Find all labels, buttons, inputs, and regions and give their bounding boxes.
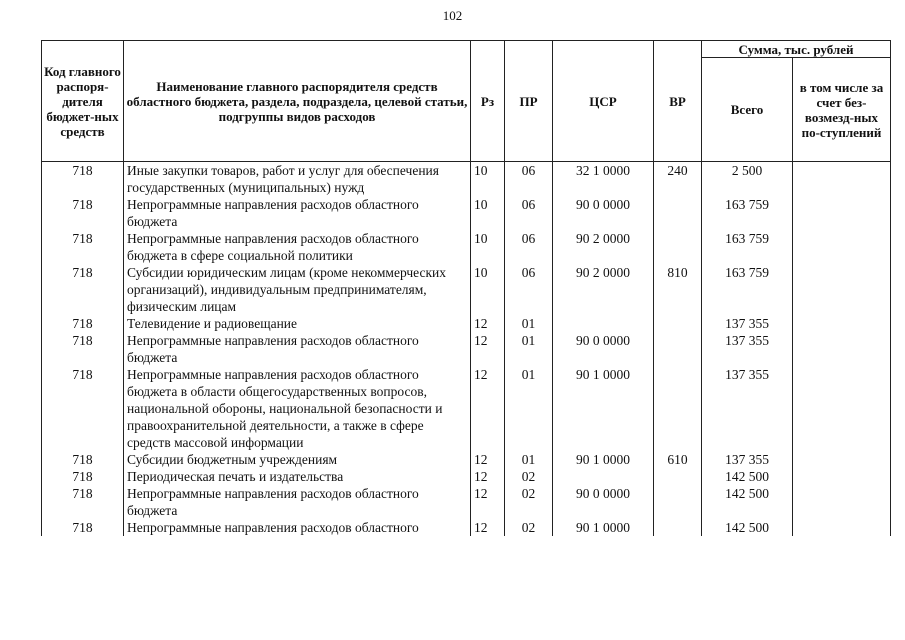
cell-vr: 810 [654,264,702,315]
cell-csr [553,468,654,485]
cell-name: Телевидение и радиовещание [124,315,471,332]
table-row [42,468,891,485]
cell-pr: 06 [505,230,553,264]
cell-including [793,315,891,332]
cell-code: 718 [42,315,124,332]
cell-name: Непрограммные направления расходов областного бюджета [124,332,471,366]
cell-total: 142 500 [702,485,793,519]
cell-including [793,366,891,451]
cell-code: 718 [42,332,124,366]
table-row [42,366,891,451]
cell-code: 718 [42,230,124,264]
cell-csr: 90 2 0000 [553,264,654,315]
cell-name: Иные закупки товаров, работ и услуг для обеспечения государственных (муниципальных) нужд [124,162,471,197]
cell-including [793,162,891,197]
cell-pr: 01 [505,315,553,332]
table-row [42,315,891,332]
header-name: Наименование главного распорядителя средств областного бюджета, раздела, подраздела, целевой статьи, подгруппы видов расходов [124,41,471,162]
cell-rz: 12 [471,468,505,485]
cell-name: Непрограммные направления расходов областного бюджета в сфере социальной политики [124,230,471,264]
cell-csr: 90 1 0000 [553,519,654,536]
cell-total: 137 355 [702,366,793,451]
cell-rz: 10 [471,264,505,315]
table-row [42,230,891,264]
table-row [42,451,891,468]
header-sum: Сумма, тыс. рублей [702,41,891,58]
cell-code: 718 [42,468,124,485]
cell-rz: 12 [471,366,505,451]
cell-pr: 02 [505,468,553,485]
header-pr: ПР [505,41,553,162]
cell-vr [654,196,702,230]
cell-csr [553,315,654,332]
cell-rz: 12 [471,485,505,519]
cell-csr: 90 2 0000 [553,230,654,264]
cell-total: 142 500 [702,519,793,536]
cell-vr [654,315,702,332]
cell-vr [654,468,702,485]
cell-code: 718 [42,196,124,230]
cell-total: 2 500 [702,162,793,197]
header-csr: ЦСР [553,41,654,162]
cell-csr: 90 0 0000 [553,196,654,230]
budget-table [41,40,891,536]
cell-csr: 90 0 0000 [553,485,654,519]
cell-including [793,230,891,264]
cell-vr: 240 [654,162,702,197]
cell-code: 718 [42,485,124,519]
cell-pr: 02 [505,519,553,536]
cell-vr [654,230,702,264]
cell-name: Непрограммные направления расходов областного бюджета в области общегосударственных вопросов, национальной обороны, национальной безопасности и правоохранительной деятельности, а также в сфере средств массовой информации [124,366,471,451]
cell-name: Периодическая печать и издательства [124,468,471,485]
table-body [42,162,891,537]
cell-name: Непрограммные направления расходов областного бюджета [124,196,471,230]
cell-name: Непрограммные направления расходов областного бюджета [124,485,471,519]
cell-including [793,264,891,315]
cell-rz: 10 [471,162,505,197]
table-row [42,485,891,519]
cell-pr: 01 [505,366,553,451]
table-row [42,162,891,197]
cell-pr: 02 [505,485,553,519]
cell-code: 718 [42,366,124,451]
cell-pr: 01 [505,332,553,366]
header-code: Код главного распоря-дителя бюджет-ных средств [42,41,124,162]
cell-total: 137 355 [702,451,793,468]
cell-name: Непрограммные направления расходов областного [124,519,471,536]
cell-vr [654,366,702,451]
header-total: Всего [702,58,793,162]
header-including: в том числе за счет без-возмезд-ных по-ступлений [793,58,891,162]
cell-csr: 32 1 0000 [553,162,654,197]
cell-including [793,332,891,366]
table-row [42,332,891,366]
cell-name: Субсидии бюджетным учреждениям [124,451,471,468]
cell-rz: 10 [471,196,505,230]
header-rz: Рз [471,41,505,162]
cell-vr [654,332,702,366]
cell-vr [654,485,702,519]
cell-including [793,485,891,519]
table-row [42,519,891,536]
cell-csr: 90 1 0000 [553,451,654,468]
cell-pr: 06 [505,162,553,197]
table-row [42,264,891,315]
cell-csr: 90 0 0000 [553,332,654,366]
cell-name: Субсидии юридическим лицам (кроме некоммерческих организаций), индивидуальным предпринимателям, физическим лицам [124,264,471,315]
cell-vr [654,519,702,536]
cell-total: 163 759 [702,196,793,230]
cell-code: 718 [42,264,124,315]
cell-pr: 06 [505,264,553,315]
cell-csr: 90 1 0000 [553,366,654,451]
cell-rz: 12 [471,519,505,536]
cell-including [793,468,891,485]
cell-rz: 10 [471,230,505,264]
cell-rz: 12 [471,332,505,366]
cell-including [793,519,891,536]
table-row [42,196,891,230]
cell-code: 718 [42,519,124,536]
cell-code: 718 [42,451,124,468]
cell-including [793,196,891,230]
cell-total: 137 355 [702,332,793,366]
cell-pr: 06 [505,196,553,230]
cell-vr: 610 [654,451,702,468]
page-number: 102 [442,8,463,23]
cell-total: 163 759 [702,230,793,264]
cell-total: 163 759 [702,264,793,315]
cell-rz: 12 [471,451,505,468]
cell-total: 137 355 [702,315,793,332]
header-vr: ВР [654,41,702,162]
cell-rz: 12 [471,315,505,332]
cell-pr: 01 [505,451,553,468]
cell-including [793,451,891,468]
cell-total: 142 500 [702,468,793,485]
cell-code: 718 [42,162,124,197]
